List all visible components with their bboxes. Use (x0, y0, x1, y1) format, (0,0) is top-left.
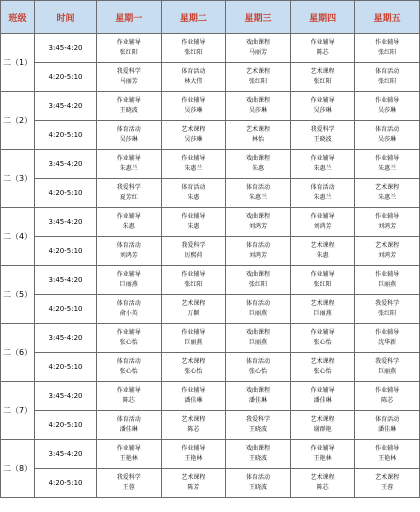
teacher-name: 王蓉 (122, 484, 135, 491)
table-row (1, 150, 420, 179)
class-name-cell: 二（4） (1, 208, 35, 266)
teacher-name: 王艳林 (313, 455, 332, 462)
activity-cell (355, 469, 420, 498)
teacher-name: 朱惠 (251, 165, 264, 172)
activity-cell (290, 324, 355, 353)
activity-name: 艺术课程 (310, 242, 335, 249)
activity-name: 戏曲课程 (245, 445, 270, 452)
activity-name: 作业辅导 (116, 155, 141, 162)
table-row (1, 324, 420, 353)
teacher-name: 朱惠兰 (313, 165, 332, 172)
teacher-name: 朱惠兰 (248, 194, 267, 201)
table-row (1, 411, 420, 440)
teacher-name: 沈华新 (378, 339, 397, 346)
class-name-cell: 二（3） (1, 150, 35, 208)
activity-cell (97, 208, 162, 237)
teacher-name: 张红阳 (248, 78, 267, 85)
teacher-name: 陈芯 (316, 49, 329, 56)
activity-name: 艺术课程 (375, 184, 400, 191)
table-row (1, 208, 420, 237)
activity-name: 作业辅导 (181, 329, 206, 336)
activity-name: 艺术课程 (181, 300, 206, 307)
teacher-name: 巨丽燕 (119, 281, 138, 288)
header-time: 时间 (35, 1, 97, 34)
activity-cell (97, 469, 162, 498)
activity-name: 我爱科学 (181, 242, 206, 249)
activity-cell (355, 382, 420, 411)
activity-name: 体育活动 (375, 126, 400, 133)
activity-name: 我爱科学 (245, 416, 270, 423)
activity-cell (226, 440, 291, 469)
activity-cell (355, 63, 420, 92)
activity-name: 作业辅导 (116, 39, 141, 46)
teacher-name: 夏芳红 (119, 194, 138, 201)
activity-name: 艺术课程 (310, 474, 335, 481)
time-cell: 4:20-5:10 (35, 237, 97, 266)
activity-cell (355, 353, 420, 382)
activity-cell (290, 440, 355, 469)
header-day: 星期四 (290, 1, 355, 34)
time-cell: 4:20-5:10 (35, 411, 97, 440)
activity-cell (161, 353, 226, 382)
teacher-name: 潘佳琳 (378, 426, 397, 433)
activity-cell (161, 469, 226, 498)
activity-cell (161, 440, 226, 469)
activity-cell (355, 121, 420, 150)
activity-cell (290, 179, 355, 208)
activity-name: 艺术课程 (310, 300, 335, 307)
time-cell: 4:20-5:10 (35, 295, 97, 324)
activity-cell (161, 237, 226, 266)
activity-name: 体育活动 (116, 300, 141, 307)
teacher-name: 王晓波 (248, 426, 267, 433)
header-day: 星期五 (355, 1, 420, 34)
activity-name: 体育活动 (181, 68, 206, 75)
activity-name: 艺术课程 (375, 474, 400, 481)
activity-cell (161, 92, 226, 121)
activity-name: 体育活动 (116, 126, 141, 133)
activity-cell (97, 92, 162, 121)
teacher-name: 张红阳 (313, 281, 332, 288)
teacher-name: 刘鸿芳 (119, 252, 138, 259)
teacher-name: 朱惠 (316, 252, 329, 259)
teacher-name: 张红阳 (378, 49, 397, 56)
time-cell: 3:45-4:20 (35, 208, 97, 237)
table-row (1, 469, 420, 498)
activity-name: 作业辅导 (181, 213, 206, 220)
activity-name: 戏曲课程 (245, 213, 270, 220)
activity-name: 艺术课程 (245, 126, 270, 133)
time-cell: 4:20-5:10 (35, 179, 97, 208)
activity-cell (226, 34, 291, 63)
activity-name: 体育活动 (116, 358, 141, 365)
activity-cell (97, 121, 162, 150)
teacher-name: 刘鸿芳 (313, 223, 332, 230)
teacher-name: 万颖 (187, 310, 200, 317)
activity-name: 体育活动 (181, 184, 206, 191)
time-cell: 3:45-4:20 (35, 382, 97, 411)
teacher-name: 刘鸿芳 (248, 252, 267, 259)
teacher-name: 张心怡 (313, 368, 332, 375)
activity-cell (290, 92, 355, 121)
activity-name: 我爱科学 (375, 358, 400, 365)
activity-name: 艺术课程 (181, 358, 206, 365)
teacher-name: 吴莎琳 (248, 107, 267, 114)
activity-name: 作业辅导 (116, 213, 141, 220)
activity-name: 作业辅导 (116, 387, 141, 394)
activity-name: 艺术课程 (181, 416, 206, 423)
teacher-name: 朱惠兰 (378, 165, 397, 172)
activity-cell (290, 237, 355, 266)
activity-cell (355, 295, 420, 324)
activity-cell (355, 440, 420, 469)
activity-name: 作业辅导 (310, 155, 335, 162)
activity-name: 作业辅导 (310, 329, 335, 336)
teacher-name: 张红阳 (313, 78, 332, 85)
activity-cell (161, 150, 226, 179)
teacher-name: 陈芯 (122, 397, 135, 404)
teacher-name: 张红阳 (378, 310, 397, 317)
activity-cell (97, 382, 162, 411)
activity-cell (97, 411, 162, 440)
activity-name: 体育活动 (116, 416, 141, 423)
activity-name: 作业辅导 (375, 445, 400, 452)
activity-name: 作业辅导 (310, 213, 335, 220)
teacher-name: 王艳林 (378, 455, 397, 462)
activity-cell (97, 324, 162, 353)
activity-cell (97, 179, 162, 208)
activity-cell (290, 266, 355, 295)
activity-name: 艺术课程 (375, 242, 400, 249)
activity-name: 艺术课程 (310, 358, 335, 365)
activity-cell (290, 208, 355, 237)
activity-cell (226, 295, 291, 324)
activity-cell (161, 208, 226, 237)
activity-name: 作业辅导 (310, 387, 335, 394)
activity-name: 体育活动 (375, 68, 400, 75)
table-row (1, 63, 420, 92)
activity-cell (97, 266, 162, 295)
activity-name: 体育活动 (245, 474, 270, 481)
table-row (1, 353, 420, 382)
teacher-name: 张心怡 (248, 368, 267, 375)
activity-cell (226, 179, 291, 208)
activity-name: 我爱科学 (310, 126, 335, 133)
activity-name: 戏曲课程 (245, 155, 270, 162)
teacher-name: 王艳林 (184, 455, 203, 462)
teacher-name: 吴莎琳 (184, 136, 203, 143)
teacher-name: 张心怡 (313, 339, 332, 346)
activity-cell (290, 353, 355, 382)
activity-name: 作业辅导 (116, 271, 141, 278)
header-day: 星期三 (226, 1, 291, 34)
activity-cell (290, 382, 355, 411)
activity-name: 我爱科学 (116, 474, 141, 481)
activity-cell (355, 411, 420, 440)
activity-name: 作业辅导 (116, 445, 141, 452)
activity-cell (226, 266, 291, 295)
teacher-name: 张心怡 (119, 368, 138, 375)
teacher-name: 刘鸿芳 (248, 223, 267, 230)
teacher-name: 巨丽燕 (313, 310, 332, 317)
activity-name: 作业辅导 (375, 213, 400, 220)
table-row (1, 34, 420, 63)
activity-cell (355, 34, 420, 63)
teacher-name: 王晓波 (248, 455, 267, 462)
activity-cell (97, 440, 162, 469)
activity-name: 作业辅导 (375, 97, 400, 104)
teacher-name: 马丽芳 (119, 78, 138, 85)
teacher-name: 潘佳琳 (248, 397, 267, 404)
activity-cell (290, 63, 355, 92)
activity-cell (355, 179, 420, 208)
activity-cell (97, 150, 162, 179)
activity-name: 戏曲课程 (245, 387, 270, 394)
class-name-cell: 二（6） (1, 324, 35, 382)
time-cell: 3:45-4:20 (35, 150, 97, 179)
teacher-name: 吴莎琳 (313, 107, 332, 114)
activity-name: 作业辅导 (181, 387, 206, 394)
activity-cell (355, 208, 420, 237)
class-name-cell: 二（8） (1, 440, 35, 498)
activity-name: 我爱科学 (116, 184, 141, 191)
class-name-cell: 二（7） (1, 382, 35, 440)
time-cell: 3:45-4:20 (35, 92, 97, 121)
activity-cell (161, 121, 226, 150)
time-cell: 4:20-5:10 (35, 469, 97, 498)
activity-name: 体育活动 (245, 184, 270, 191)
table-row (1, 382, 420, 411)
teacher-name: 朱惠兰 (119, 165, 138, 172)
header-day: 星期二 (161, 1, 226, 34)
activity-cell (290, 295, 355, 324)
activity-name: 体育活动 (245, 358, 270, 365)
activity-cell (290, 469, 355, 498)
activity-name: 戏曲课程 (245, 97, 270, 104)
activity-cell (161, 324, 226, 353)
activity-cell (97, 295, 162, 324)
teacher-name: 张红阳 (184, 281, 203, 288)
time-cell: 3:45-4:20 (35, 324, 97, 353)
teacher-name: 巨丽燕 (184, 339, 203, 346)
teacher-name: 王晓波 (313, 136, 332, 143)
teacher-name: 朱惠兰 (184, 165, 203, 172)
activity-cell (290, 34, 355, 63)
activity-name: 作业辅导 (181, 445, 206, 452)
activity-name: 我爱科学 (116, 68, 141, 75)
teacher-name: 朱惠兰 (313, 194, 332, 201)
activity-name: 艺术课程 (181, 126, 206, 133)
teacher-name: 王蓉 (381, 484, 394, 491)
table-row (1, 92, 420, 121)
activity-cell (161, 382, 226, 411)
teacher-name: 厉熙荷 (184, 252, 203, 259)
teacher-name: 马丽芳 (248, 49, 267, 56)
time-cell: 3:45-4:20 (35, 266, 97, 295)
activity-name: 戏曲课程 (245, 271, 270, 278)
class-name-cell: 二（2） (1, 92, 35, 150)
teacher-name: 谢群艳 (313, 426, 332, 433)
teacher-name: 刘鸿芳 (378, 223, 397, 230)
activity-name: 体育活动 (310, 184, 335, 191)
teacher-name: 刘鸿芳 (378, 252, 397, 259)
activity-name: 作业辅导 (310, 97, 335, 104)
activity-name: 体育活动 (245, 300, 270, 307)
activity-cell (226, 237, 291, 266)
teacher-name: 张红阳 (248, 281, 267, 288)
teacher-name: 林怡 (251, 136, 264, 143)
activity-name: 艺术课程 (310, 68, 335, 75)
activity-name: 作业辅导 (181, 155, 206, 162)
activity-cell (290, 411, 355, 440)
activity-cell (290, 121, 355, 150)
activity-name: 戏曲课程 (245, 39, 270, 46)
teacher-name: 陈芯 (316, 484, 329, 491)
time-cell: 4:20-5:10 (35, 63, 97, 92)
activity-cell (97, 353, 162, 382)
activity-cell (226, 121, 291, 150)
teacher-name: 陈芳 (187, 484, 200, 491)
activity-name: 作业辅导 (116, 329, 141, 336)
activity-name: 艺术课程 (181, 474, 206, 481)
activity-name: 体育活动 (245, 242, 270, 249)
activity-name: 作业辅导 (116, 97, 141, 104)
activity-name: 作业辅导 (181, 271, 206, 278)
activity-name: 艺术课程 (245, 68, 270, 75)
table-row (1, 295, 420, 324)
activity-name: 我爱科学 (375, 300, 400, 307)
activity-name: 戏曲课程 (245, 329, 270, 336)
teacher-name: 吴莎琳 (184, 107, 203, 114)
teacher-name: 朱惠兰 (378, 194, 397, 201)
teacher-name: 朱惠 (122, 223, 135, 230)
activity-cell (226, 92, 291, 121)
teacher-name: 俞小英 (119, 310, 138, 317)
table-row (1, 440, 420, 469)
activity-cell (161, 179, 226, 208)
teacher-name: 潘佳琳 (313, 397, 332, 404)
table-row (1, 237, 420, 266)
teacher-name: 陈芯 (381, 397, 394, 404)
activity-cell (290, 150, 355, 179)
activity-name: 作业辅导 (375, 39, 400, 46)
activity-cell (97, 63, 162, 92)
activity-name: 作业辅导 (375, 155, 400, 162)
activity-cell (226, 324, 291, 353)
activity-name: 作业辅导 (310, 445, 335, 452)
activity-cell (161, 295, 226, 324)
teacher-name: 朱惠 (187, 194, 200, 201)
activity-cell (355, 266, 420, 295)
header-class: 班级 (1, 1, 35, 34)
time-cell: 4:20-5:10 (35, 353, 97, 382)
teacher-name: 陈芯 (187, 426, 200, 433)
header-row (1, 1, 420, 34)
activity-name: 体育活动 (116, 242, 141, 249)
table-row (1, 179, 420, 208)
teacher-name: 王晓波 (119, 107, 138, 114)
table-row (1, 121, 420, 150)
activity-cell (226, 382, 291, 411)
activity-cell (355, 150, 420, 179)
teacher-name: 张红阳 (184, 49, 203, 56)
teacher-name: 吴莎琳 (378, 136, 397, 143)
activity-cell (355, 324, 420, 353)
teacher-name: 巨丽燕 (378, 368, 397, 375)
activity-cell (226, 411, 291, 440)
activity-name: 作业辅导 (181, 39, 206, 46)
activity-cell (226, 63, 291, 92)
activity-name: 作业辅导 (375, 271, 400, 278)
activity-cell (226, 353, 291, 382)
activity-cell (161, 411, 226, 440)
activity-name: 作业辅导 (375, 329, 400, 336)
activity-name: 作业辅导 (181, 97, 206, 104)
teacher-name: 吴莎琳 (119, 136, 138, 143)
activity-name: 体育活动 (375, 416, 400, 423)
activity-cell (226, 469, 291, 498)
teacher-name: 张心怡 (119, 339, 138, 346)
teacher-name: 潘佳琳 (184, 397, 203, 404)
activity-cell (355, 237, 420, 266)
activity-cell (161, 34, 226, 63)
teacher-name: 张红阳 (378, 78, 397, 85)
teacher-name: 王晓波 (248, 484, 267, 491)
header-day: 星期一 (97, 1, 162, 34)
activity-cell (97, 237, 162, 266)
schedule-body (1, 34, 420, 498)
teacher-name: 巨丽燕 (248, 310, 267, 317)
teacher-name: 潘佳琳 (119, 426, 138, 433)
class-name-cell: 二（1） (1, 34, 35, 92)
activity-cell (161, 266, 226, 295)
activity-cell (97, 34, 162, 63)
teacher-name: 吴莎琳 (378, 107, 397, 114)
teacher-name: 林大伟 (184, 78, 203, 85)
activity-name: 作业辅导 (375, 387, 400, 394)
teacher-name: 巨丽燕 (248, 339, 267, 346)
activity-cell (226, 150, 291, 179)
time-cell: 3:45-4:20 (35, 440, 97, 469)
activity-name: 作业辅导 (310, 39, 335, 46)
time-cell: 4:20-5:10 (35, 121, 97, 150)
activity-name: 作业辅导 (310, 271, 335, 278)
time-cell: 3:45-4:20 (35, 34, 97, 63)
teacher-name: 张红阳 (119, 49, 138, 56)
activity-name: 艺术课程 (310, 416, 335, 423)
teacher-name: 张心怡 (184, 368, 203, 375)
class-name-cell: 二（5） (1, 266, 35, 324)
teacher-name: 朱惠 (187, 223, 200, 230)
activity-cell (355, 92, 420, 121)
teacher-name: 王艳林 (119, 455, 138, 462)
table-row (1, 266, 420, 295)
activity-cell (161, 63, 226, 92)
teacher-name: 巨丽燕 (378, 281, 397, 288)
activity-cell (226, 208, 291, 237)
